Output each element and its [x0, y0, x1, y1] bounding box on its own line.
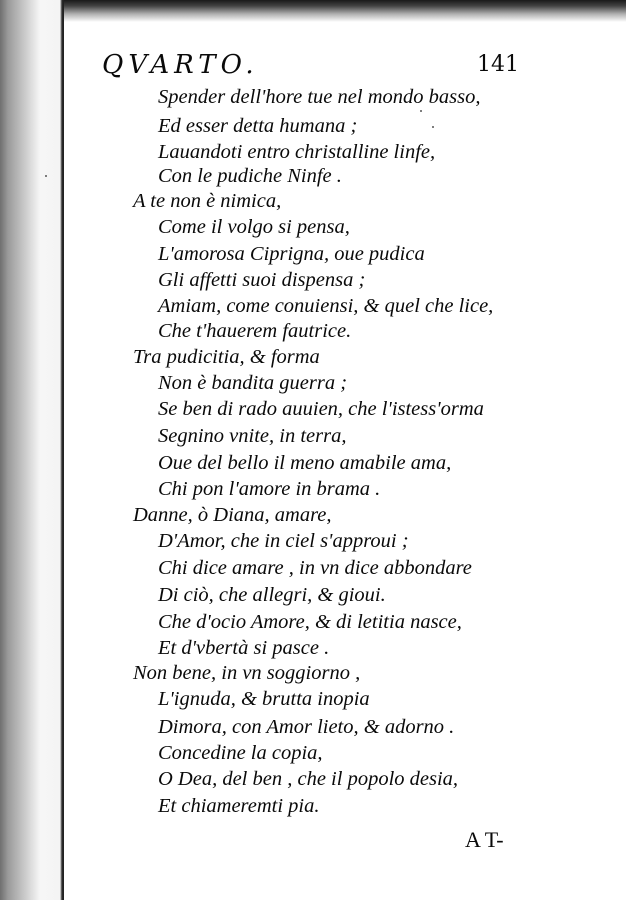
page-number: 141 — [477, 52, 519, 77]
ink-speck — [420, 110, 422, 112]
poem-line: Tra pudicitia, & forma — [133, 346, 320, 368]
poem-line: Se ben di rado auuien, che l'istess'orma — [158, 398, 484, 420]
poem-line: Che d'ocio Amore, & di letitia nasce, — [158, 611, 462, 633]
page-top-shadow — [64, 0, 626, 22]
poem-line: Ed esser detta humana ; — [158, 115, 358, 137]
poem-line: Chi dice amare , in vn dice abbondare — [158, 557, 472, 579]
poem-line: Concedine la copia, — [158, 742, 323, 764]
poem-line: Non è bandita guerra ; — [158, 372, 348, 394]
page-binding-shadow — [0, 0, 64, 900]
poem-line: Spender dell'hore tue nel mondo basso, — [158, 86, 481, 108]
poem-line: Non bene, in vn soggiorno , — [133, 662, 361, 684]
poem-line: Lauandoti entro christalline linfe, — [158, 141, 436, 163]
poem-line: Come il volgo si pensa, — [158, 216, 350, 238]
poem-line: L'amorosa Ciprigna, oue pudica — [158, 243, 425, 265]
ink-speck — [45, 175, 47, 177]
poem-line: L'ignuda, & brutta inopia — [158, 688, 370, 710]
poem-line: Et chiameremti pia. — [158, 795, 320, 817]
poem-line: Chi pon l'amore in brama . — [158, 478, 381, 500]
poem-line: Di ciò, che allegri, & gioui. — [158, 584, 386, 606]
poem-line: Con le pudiche Ninfe . — [158, 165, 342, 187]
poem-line: Gli affetti suoi dispensa ; — [158, 269, 366, 291]
poem-line: O Dea, del ben , che il popolo desia, — [158, 768, 459, 790]
poem-line: Danne, ò Diana, amare, — [133, 504, 332, 526]
poem-line: Segnino vnite, in terra, — [158, 425, 347, 447]
poem-line: A te non è nimica, — [133, 190, 282, 212]
poem-line: Dimora, con Amor lieto, & adorno . — [158, 716, 455, 738]
catchword: A T- — [465, 827, 504, 852]
poem-line: Et d'vbertà si pasce . — [158, 637, 330, 659]
poem-line: Che t'hauerem fautrice. — [158, 320, 352, 342]
poem-line: Amiam, come conuiensi, & quel che lice, — [158, 295, 494, 317]
ink-speck — [432, 126, 434, 128]
running-title: QVARTO. — [102, 50, 259, 80]
poem-line: Oue del bello il meno amabile ama, — [158, 452, 452, 474]
poem-line: D'Amor, che in ciel s'approui ; — [158, 530, 409, 552]
